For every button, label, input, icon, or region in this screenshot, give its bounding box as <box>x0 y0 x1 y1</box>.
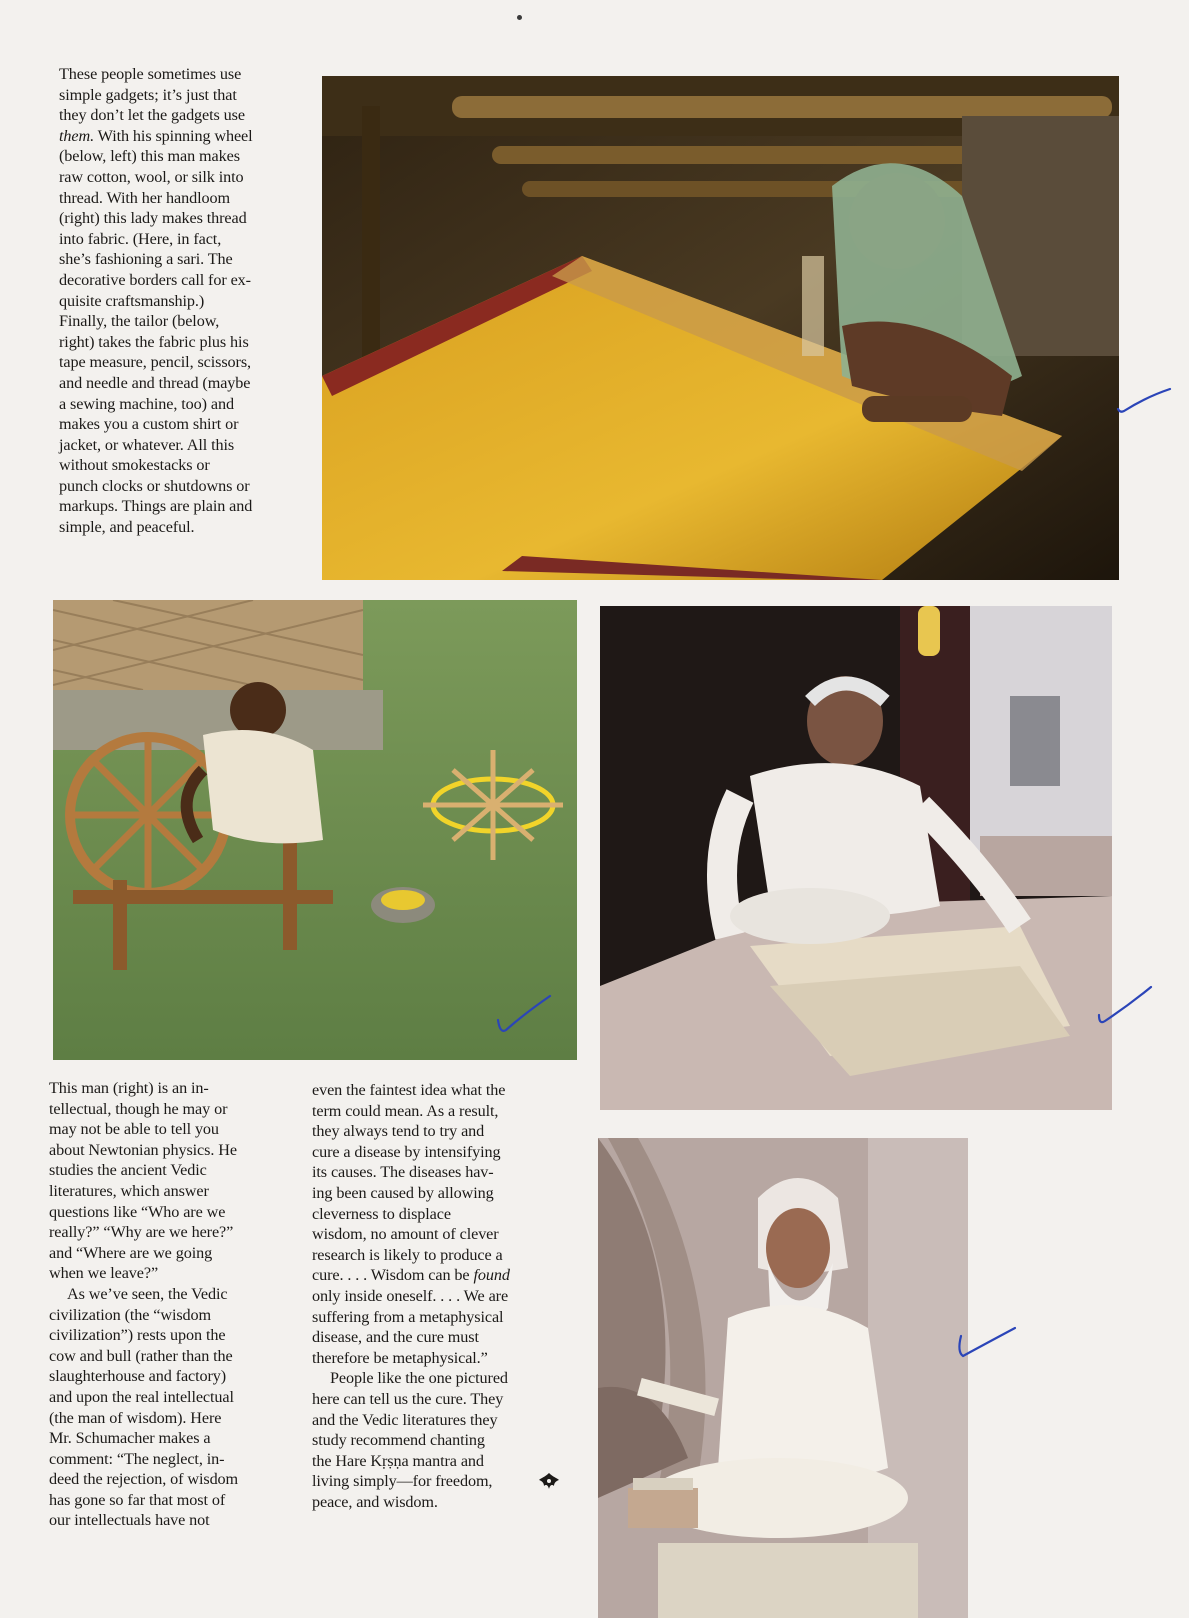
text-line: term could mean. As a result, <box>312 1101 499 1120</box>
text-line: (the man of wisdom). Here <box>49 1408 222 1427</box>
text-line: living simply—for freedom, <box>312 1472 493 1491</box>
text-line: As we’ve seen, the Vedic <box>67 1284 228 1303</box>
text-line: tape measure, pencil, scissors, <box>59 353 251 372</box>
text-line: may not be able to tell you <box>49 1120 219 1139</box>
text-line: really?” “Why are we here?” <box>49 1223 234 1242</box>
text-line <box>312 1265 572 1286</box>
text-line: disease, and the cure must <box>312 1328 479 1347</box>
text-line: comment: “The neglect, in- <box>49 1449 225 1468</box>
photo-man-at-spinning-wheel <box>53 600 577 1060</box>
print-speck <box>517 15 522 20</box>
spinning-wheel-illustration <box>53 600 577 1060</box>
text-line: quisite craftsmanship.) <box>59 291 205 310</box>
text-line: People like the one pictured <box>330 1369 508 1388</box>
text-run: cure. . . . Wisdom can be <box>312 1266 474 1285</box>
text-line: about Newtonian physics. He <box>49 1140 237 1159</box>
text-line: without smokestacks or <box>59 456 210 475</box>
text-line: raw cotton, wool, or silk into <box>59 167 244 186</box>
text-line: studies the ancient Vedic <box>49 1161 207 1180</box>
text-line <box>59 126 309 147</box>
photo-sage-reading <box>598 1138 968 1618</box>
photo-tailor-measuring-fabric <box>600 606 1112 1110</box>
loom-illustration <box>322 76 1119 580</box>
text-line: when we leave?” <box>49 1264 159 1283</box>
italic-word: them. <box>59 126 95 145</box>
text-line: literatures, which answer <box>49 1181 209 1200</box>
text-line: cleverness to displace <box>312 1204 451 1223</box>
text-line: a sewing machine, too) and <box>59 394 234 413</box>
text-line: simple gadgets; it’s just that <box>59 85 237 104</box>
text-line: (right) this lady makes thread <box>59 209 247 228</box>
text-line: therefore be metaphysical.” <box>312 1348 488 1367</box>
sage-illustration <box>598 1138 968 1618</box>
pen-check-mark-icon <box>955 1322 1019 1360</box>
text-line: its causes. The diseases hav- <box>312 1163 494 1182</box>
text-line: cow and bull (rather than the <box>49 1346 233 1365</box>
pen-check-mark-icon <box>494 992 554 1036</box>
text-line: slaughterhouse and factory) <box>49 1367 227 1386</box>
middle-column-text <box>312 1080 572 1512</box>
text-line: only inside oneself. . . . We are <box>312 1286 509 1305</box>
text-line: even the faintest idea what the <box>312 1081 506 1099</box>
intro-paragraph <box>59 64 309 538</box>
text-line: has gone so far that most of <box>49 1490 226 1509</box>
end-mark-icon <box>538 1472 560 1490</box>
text-line: deed the rejection, of wisdom <box>49 1470 239 1489</box>
text-line: the Hare Kṛṣṇa mantra and <box>312 1451 484 1470</box>
text-line: they always tend to try and <box>312 1122 485 1141</box>
text-line: they don’t let the gadgets use <box>59 106 245 125</box>
text-line: cure a disease by intensifying <box>312 1142 501 1161</box>
text-line: here can tell us the cure. They <box>312 1389 504 1408</box>
photo-woman-at-handloom <box>322 76 1119 580</box>
text-line: civilization”) rests upon the <box>49 1326 226 1345</box>
left-column-text <box>49 1078 294 1531</box>
text-run: With his spinning wheel <box>94 126 253 145</box>
text-line: and the Vedic literatures they <box>312 1410 498 1429</box>
text-line: civilization (the “wisdom <box>49 1305 212 1324</box>
text-line: simple, and peaceful. <box>59 518 195 537</box>
text-line: This man (right) is an in- <box>49 1079 209 1097</box>
tailor-illustration <box>600 606 1112 1110</box>
text-line: markups. Things are plain and <box>59 497 253 516</box>
text-line: Finally, the tailor (below, <box>59 312 220 331</box>
text-line: questions like “Who are we <box>49 1202 226 1221</box>
pen-check-mark-icon <box>1095 985 1155 1027</box>
text-line: decorative borders call for ex- <box>59 270 251 289</box>
pen-check-mark-icon <box>1116 385 1172 415</box>
text-line: makes you a custom shirt or <box>59 415 239 434</box>
text-line: research is likely to produce a <box>312 1245 503 1264</box>
text-line: and needle and thread (maybe <box>59 373 251 392</box>
text-line: and “Where are we going <box>49 1243 213 1262</box>
text-line: right) takes the fabric plus his <box>59 332 249 351</box>
text-line: jacket, or whatever. All this <box>59 435 235 454</box>
text-line: study recommend chanting <box>312 1431 485 1450</box>
text-line: wisdom, no amount of clever <box>312 1225 499 1244</box>
text-line: These people sometimes use <box>59 65 242 83</box>
text-line: Mr. Schumacher makes a <box>49 1429 211 1448</box>
text-line: she’s fashioning a sari. The <box>59 250 233 269</box>
text-line: thread. With her handloom <box>59 188 230 207</box>
italic-word: found <box>473 1266 510 1285</box>
text-line: (below, left) this man makes <box>59 147 240 166</box>
text-line: peace, and wisdom. <box>312 1492 438 1511</box>
text-line: our intellectuals have not <box>49 1511 210 1530</box>
text-line: and upon the real intellectual <box>49 1387 234 1406</box>
text-line: suffering from a metaphysical <box>312 1307 504 1326</box>
text-line: into fabric. (Here, in fact, <box>59 229 222 248</box>
text-line: ing been caused by allowing <box>312 1183 494 1202</box>
text-line: tellectual, though he may or <box>49 1099 228 1118</box>
text-line: punch clocks or shutdowns or <box>59 476 250 495</box>
